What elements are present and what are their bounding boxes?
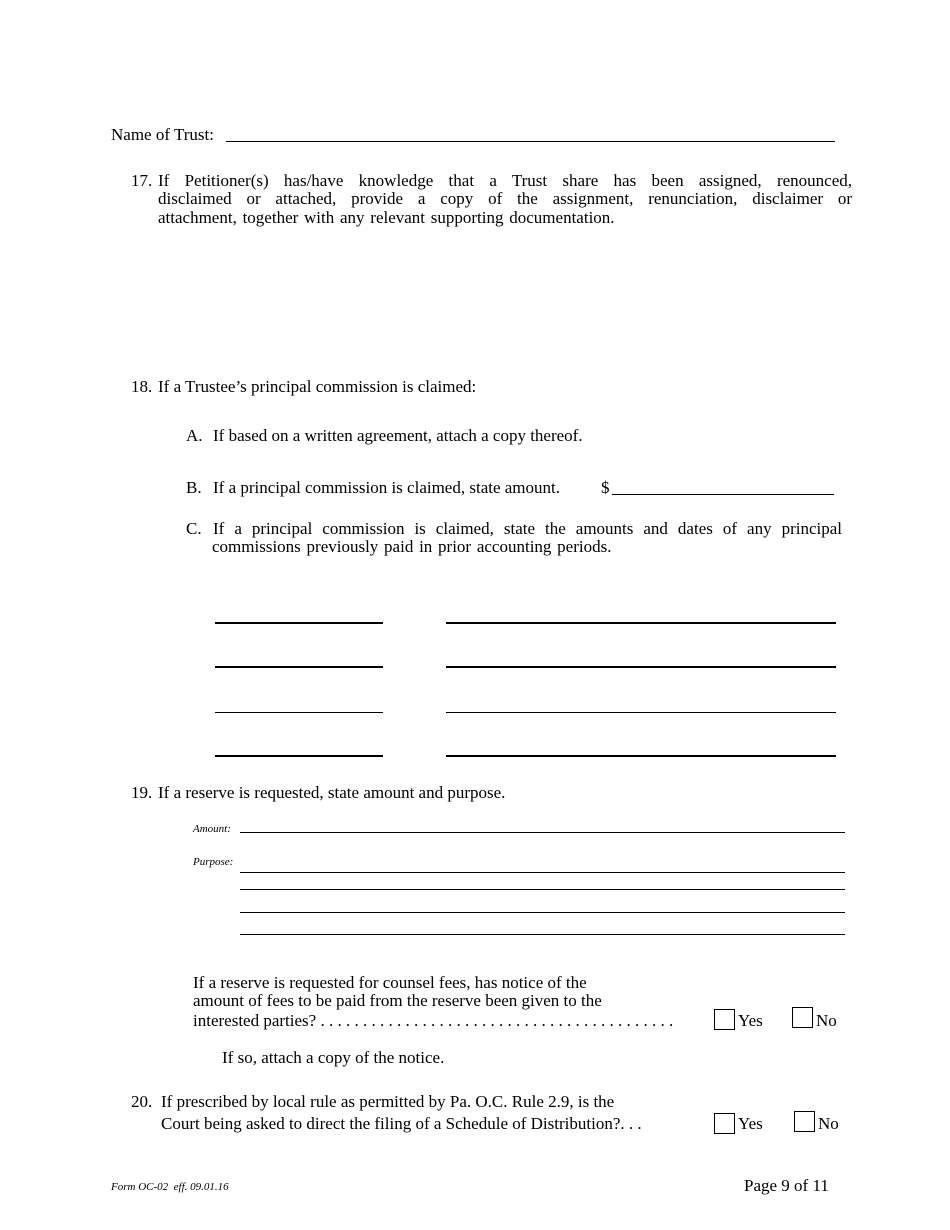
schedule-distribution-no-label: No	[818, 1114, 839, 1133]
item-18b-text: If a principal commission is claimed, state amount.	[213, 478, 560, 497]
item-18-number: 18.	[131, 377, 153, 396]
name-of-trust-field[interactable]	[226, 141, 835, 142]
attach-notice-note: If so, attach a copy of the notice.	[222, 1048, 445, 1067]
reserve-amount-field[interactable]	[240, 832, 845, 833]
counsel-notice-no-label: No	[816, 1011, 837, 1030]
item-18b-letter: B.	[186, 478, 202, 497]
prior-commission-amount-1[interactable]	[215, 622, 383, 624]
page-number: Page 9 of 11	[744, 1176, 829, 1195]
item-19-text: If a reserve is requested, state amount and purpose.	[158, 783, 506, 802]
prior-commission-date-1[interactable]	[446, 622, 836, 624]
purpose-label: Purpose:	[193, 856, 234, 868]
prior-commission-amount-2[interactable]	[215, 666, 383, 668]
schedule-distribution-yes-checkbox[interactable]	[714, 1113, 735, 1134]
amount-label: Amount:	[193, 823, 231, 835]
reserve-purpose-line-3[interactable]	[240, 912, 845, 913]
item-20-line-2: Court being asked to direct the filing of a Schedule of Distribution?. . .	[161, 1114, 642, 1133]
form-identifier: Form OC-02 eff. 09.01.16	[111, 1181, 229, 1193]
item-17-line-2: disclaimed or attached, provide a copy of the assignment, renunciation, disclaimer or	[158, 189, 852, 208]
prior-commission-date-2[interactable]	[446, 666, 836, 668]
prior-commission-amount-3[interactable]	[215, 712, 383, 713]
item-20-line-1: If prescribed by local rule as permitted by Pa. O.C. Rule 2.9, is the	[161, 1092, 615, 1111]
counsel-fees-line-3: interested parties? . . . . . . . . . . . . . . . . . . . . . . . . . . . . . . . . . . . . . . . . . .	[193, 1011, 674, 1030]
item-17-line-3: attachment, together with any relevant supporting documentation.	[158, 208, 615, 227]
item-18-text: If a Trustee’s principal commission is claimed:	[158, 377, 477, 396]
name-of-trust-label: Name of Trust:	[111, 125, 214, 144]
counsel-notice-yes-label: Yes	[738, 1011, 763, 1030]
commission-amount-field[interactable]	[612, 494, 834, 495]
item-17-number: 17.	[131, 171, 153, 190]
item-18c-line-1: If a principal commission is claimed, state the amounts and dates of any principal	[213, 519, 842, 538]
reserve-purpose-line-4[interactable]	[240, 934, 845, 935]
reserve-purpose-line-1[interactable]	[240, 872, 845, 873]
reserve-purpose-line-2[interactable]	[240, 889, 845, 890]
counsel-fees-line-1: If a reserve is requested for counsel fees, has notice of the	[193, 973, 587, 992]
prior-commission-date-4[interactable]	[446, 755, 836, 757]
schedule-distribution-no-checkbox[interactable]	[794, 1111, 815, 1132]
schedule-distribution-yes-label: Yes	[738, 1114, 763, 1133]
counsel-notice-yes-checkbox[interactable]	[714, 1009, 735, 1030]
counsel-fees-line-2: amount of fees to be paid from the reserve been given to the	[193, 991, 602, 1010]
counsel-notice-no-checkbox[interactable]	[792, 1007, 813, 1028]
prior-commission-amount-4[interactable]	[215, 755, 383, 757]
item-19-number: 19.	[131, 783, 153, 802]
item-18c-line-2: commissions previously paid in prior accounting periods.	[212, 537, 612, 556]
item-18b-currency: $	[601, 478, 610, 497]
item-18a-text: If based on a written agreement, attach a copy thereof.	[213, 426, 583, 445]
item-18c-letter: C.	[186, 519, 202, 538]
prior-commission-date-3[interactable]	[446, 712, 836, 713]
item-17-line-1: If Petitioner(s) has/have knowledge that a Trust share has been assigned, renounced,	[158, 171, 852, 190]
item-20-number: 20.	[131, 1092, 153, 1111]
item-18a-letter: A.	[186, 426, 203, 445]
